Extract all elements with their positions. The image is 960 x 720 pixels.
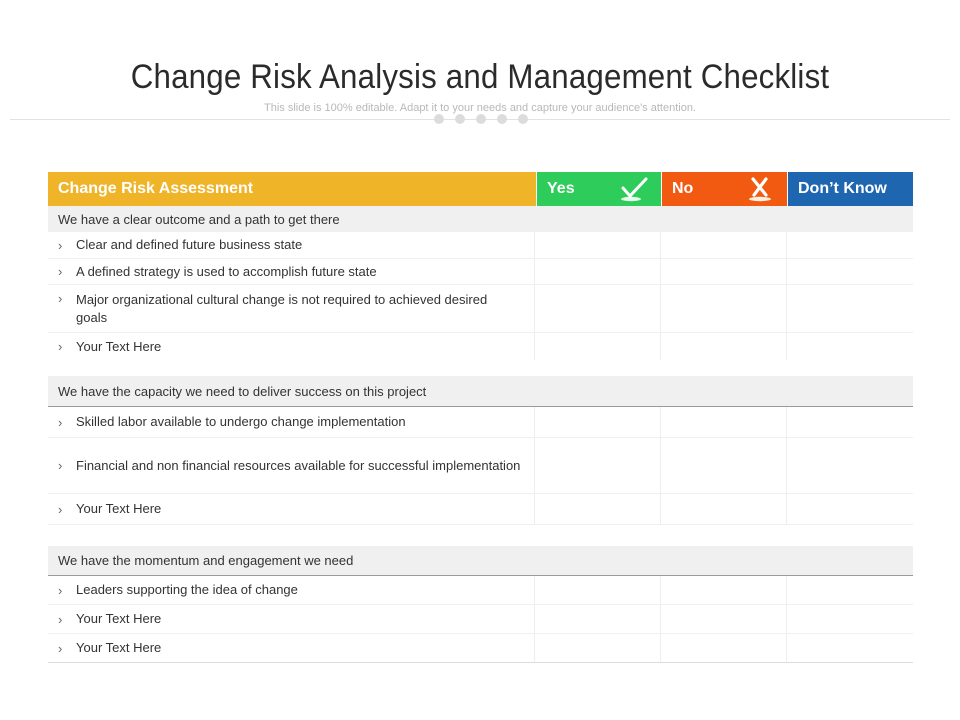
row-text: Your Text Here (76, 640, 162, 655)
chevron-right-icon: › (58, 640, 63, 656)
header-no (661, 172, 787, 206)
decorative-dots (434, 114, 528, 124)
row-text: Skilled labor available to undergo change implementation (76, 414, 406, 429)
checkmark-icon (619, 175, 649, 203)
dont-know-cell[interactable] (787, 285, 913, 332)
yes-cell[interactable] (535, 407, 661, 437)
page-title: Change Risk Analysis and Management Checklist (130, 58, 830, 96)
table-row (48, 605, 913, 634)
dont-know-cell[interactable] (787, 232, 913, 258)
row-label (48, 407, 535, 437)
dot (476, 114, 486, 124)
no-cell[interactable] (661, 438, 787, 493)
row-text: Your Text Here (76, 501, 162, 516)
table-row (48, 494, 913, 525)
table-row (48, 576, 913, 605)
table-header (48, 172, 913, 206)
yes-cell[interactable] (535, 438, 661, 493)
chevron-right-icon: › (58, 611, 63, 627)
dont-know-cell[interactable] (787, 333, 913, 360)
page-subtitle: This slide is 100% editable. Adapt it to your needs and capture your audience's attention. (264, 102, 696, 114)
row-label (48, 634, 535, 662)
yes-cell[interactable] (535, 494, 661, 524)
chevron-right-icon: › (58, 264, 63, 279)
row-label (48, 438, 535, 493)
chevron-right-icon: › (58, 237, 63, 253)
yes-cell[interactable] (535, 634, 661, 662)
no-cell[interactable] (661, 494, 787, 524)
row-label (48, 285, 535, 332)
checklist-table (48, 172, 913, 663)
table-row (48, 285, 913, 333)
header-dont-know-label: Don’t Know (798, 180, 887, 197)
chevron-right-icon: › (58, 414, 63, 430)
chevron-right-icon: › (58, 501, 63, 517)
header-assessment (48, 172, 536, 206)
yes-cell[interactable] (535, 576, 661, 604)
header-no-label: No (672, 180, 694, 197)
table-row (48, 438, 913, 494)
row-text: Your Text Here (76, 338, 162, 354)
yes-cell[interactable] (535, 285, 661, 332)
chevron-right-icon: › (58, 458, 63, 473)
dont-know-cell[interactable] (787, 259, 913, 284)
table-row (48, 232, 913, 259)
row-text: Financial and non financial resources available for successful implementation (76, 457, 521, 473)
yes-cell[interactable] (535, 333, 661, 360)
row-text: Leaders supporting the idea of change (76, 582, 298, 597)
row-text: Major organizational cultural change is not required to achieved desired goals (76, 292, 488, 325)
row-text: Clear and defined future business state (76, 237, 303, 252)
no-cell[interactable] (661, 285, 787, 332)
no-cell[interactable] (661, 605, 787, 633)
dont-know-cell[interactable] (787, 605, 913, 633)
dot (518, 114, 528, 124)
dot (497, 114, 507, 124)
row-text: A defined strategy is used to accomplish future state (76, 263, 377, 279)
no-cell[interactable] (661, 232, 787, 258)
row-label (48, 494, 535, 524)
dot (434, 114, 444, 124)
chevron-right-icon: › (58, 339, 63, 354)
section-heading: We have the capacity we need to deliver success on this project (48, 376, 913, 407)
chevron-right-icon: › (58, 291, 63, 306)
row-label (48, 605, 535, 633)
section-gap (48, 525, 913, 546)
yes-cell[interactable] (535, 605, 661, 633)
table-row (48, 333, 913, 360)
no-cell[interactable] (661, 634, 787, 662)
row-text: Your Text Here (76, 611, 162, 626)
header-assessment-label: Change Risk Assessment (58, 180, 254, 197)
header-dont-know (787, 172, 913, 206)
row-label (48, 232, 535, 258)
dont-know-cell[interactable] (787, 634, 913, 662)
row-label (48, 259, 535, 284)
header-yes (536, 172, 661, 206)
section-heading: We have the momentum and engagement we need (48, 546, 913, 576)
dont-know-cell[interactable] (787, 494, 913, 524)
dot (455, 114, 465, 124)
row-label (48, 576, 535, 604)
yes-cell[interactable] (535, 232, 661, 258)
no-cell[interactable] (661, 576, 787, 604)
no-cell[interactable] (661, 259, 787, 284)
header-yes-label: Yes (547, 180, 575, 197)
chevron-right-icon: › (58, 582, 63, 598)
table-row (48, 407, 913, 438)
section-gap (48, 360, 913, 376)
cross-icon (745, 175, 775, 203)
dont-know-cell[interactable] (787, 438, 913, 493)
dont-know-cell[interactable] (787, 407, 913, 437)
table-row (48, 259, 913, 285)
yes-cell[interactable] (535, 259, 661, 284)
dont-know-cell[interactable] (787, 576, 913, 604)
no-cell[interactable] (661, 333, 787, 360)
no-cell[interactable] (661, 407, 787, 437)
row-label (48, 333, 535, 360)
table-row (48, 634, 913, 663)
section-heading: We have a clear outcome and a path to get there (48, 206, 913, 232)
